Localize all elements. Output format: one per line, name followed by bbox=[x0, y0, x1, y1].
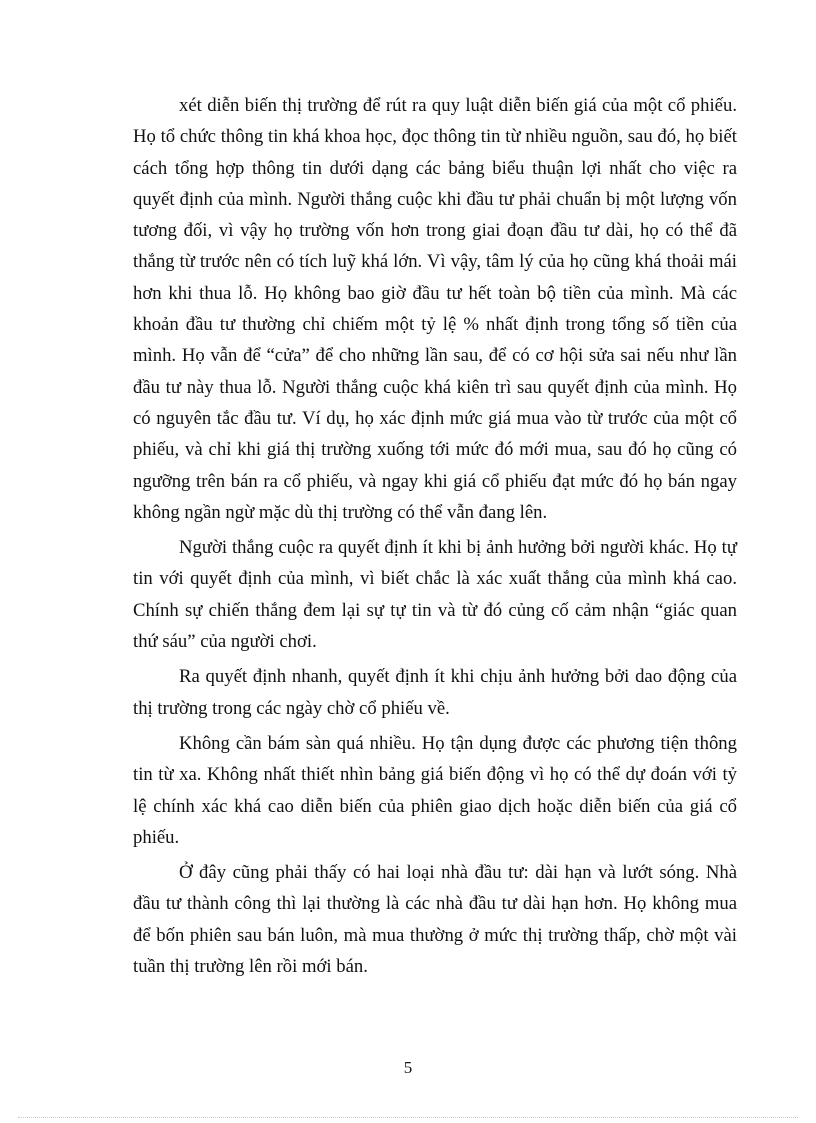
paragraph: Ra quyết định nhanh, quyết định ít khi chịu ảnh hưởng bởi dao động của thị trường trong các ngày chờ cổ phiếu về. bbox=[133, 666, 737, 719]
paragraph: xét diễn biến thị trường để rút ra quy luật diễn biến giá của một cổ phiếu. Họ tổ chức thông tin khá khoa học, đọc thông tin từ nhiều nguồn, sau đó, họ biết cách tổng hợp thông tin dưới dạng các bảng biểu thuận lợi nhất cho việc ra quyết định của mình. Người thắng cuộc khi đầu tư phải chuẩn bị một lượng vốn tương đối, vì vậy họ trường vốn hơn trong giai đoạn đầu tư dài, họ có thể đã thắng từ trước nên có tích luỹ khá lớn. Vì vậy, tâm lý của họ cũng khá thoải mái hơn khi thua lỗ. Họ không bao giờ đầu tư hết toàn bộ tiền của mình. Mà các khoản đầu tư thường chỉ chiếm một tỷ lệ % nhất định trong tổng số tiền của mình. Họ vẫn để “cửa” để cho những lần sau, để có cơ hội sửa sai nếu như lần đầu tư này thua lỗ. Người thắng cuộc khá kiên trì sau quyết định của mình. Họ có nguyên tắc đầu tư. Ví dụ, họ xác định mức giá mua vào từ trước của một cổ phiếu, và chỉ khi giá thị trường xuống tới mức đó mới mua, sau đó họ cũng có ngưỡng trên bán ra cổ phiếu, và ngay khi giá cổ phiếu đạt mức đó họ bán ngay không ngần ngừ mặc dù thị trường có thể vẫn đang lên. bbox=[133, 95, 737, 523]
page-number: 5 bbox=[403, 1058, 413, 1077]
paragraph: Ở đây cũng phải thấy có hai loại nhà đầu tư: dài hạn và lướt sóng. Nhà đầu tư thành công thì lại thường là các nhà đầu tư dài hạn hơn. Họ không mua để bốn phiên sau bán luôn, mà mua thường ở mức thị trường thấp, chờ một vài tuần thị trường lên rồi mới bán. bbox=[133, 862, 737, 978]
paragraph: Không cần bám sàn quá nhiều. Họ tận dụng được các phương tiện thông tin từ xa. Không nhất thiết nhìn bảng giá biến động vì họ có thể dự đoán với tỷ lệ chính xác khá cao diễn biến của phiên giao dịch hoặc diễn biến của giá cổ phiếu. bbox=[133, 732, 737, 848]
paragraph: Người thắng cuộc ra quyết định ít khi bị ảnh hưởng bởi người khác. Họ tự tin với quyết định của mình, vì biết chắc là xác xuất thắng của mình khá cao. Chính sự chiến thắng đem lại sự tự tin và từ đó củng cố cảm nhận “giác quan thứ sáu” của người chơi. bbox=[133, 537, 737, 653]
footer-divider bbox=[18, 1117, 798, 1118]
body-text bbox=[133, 90, 737, 986]
